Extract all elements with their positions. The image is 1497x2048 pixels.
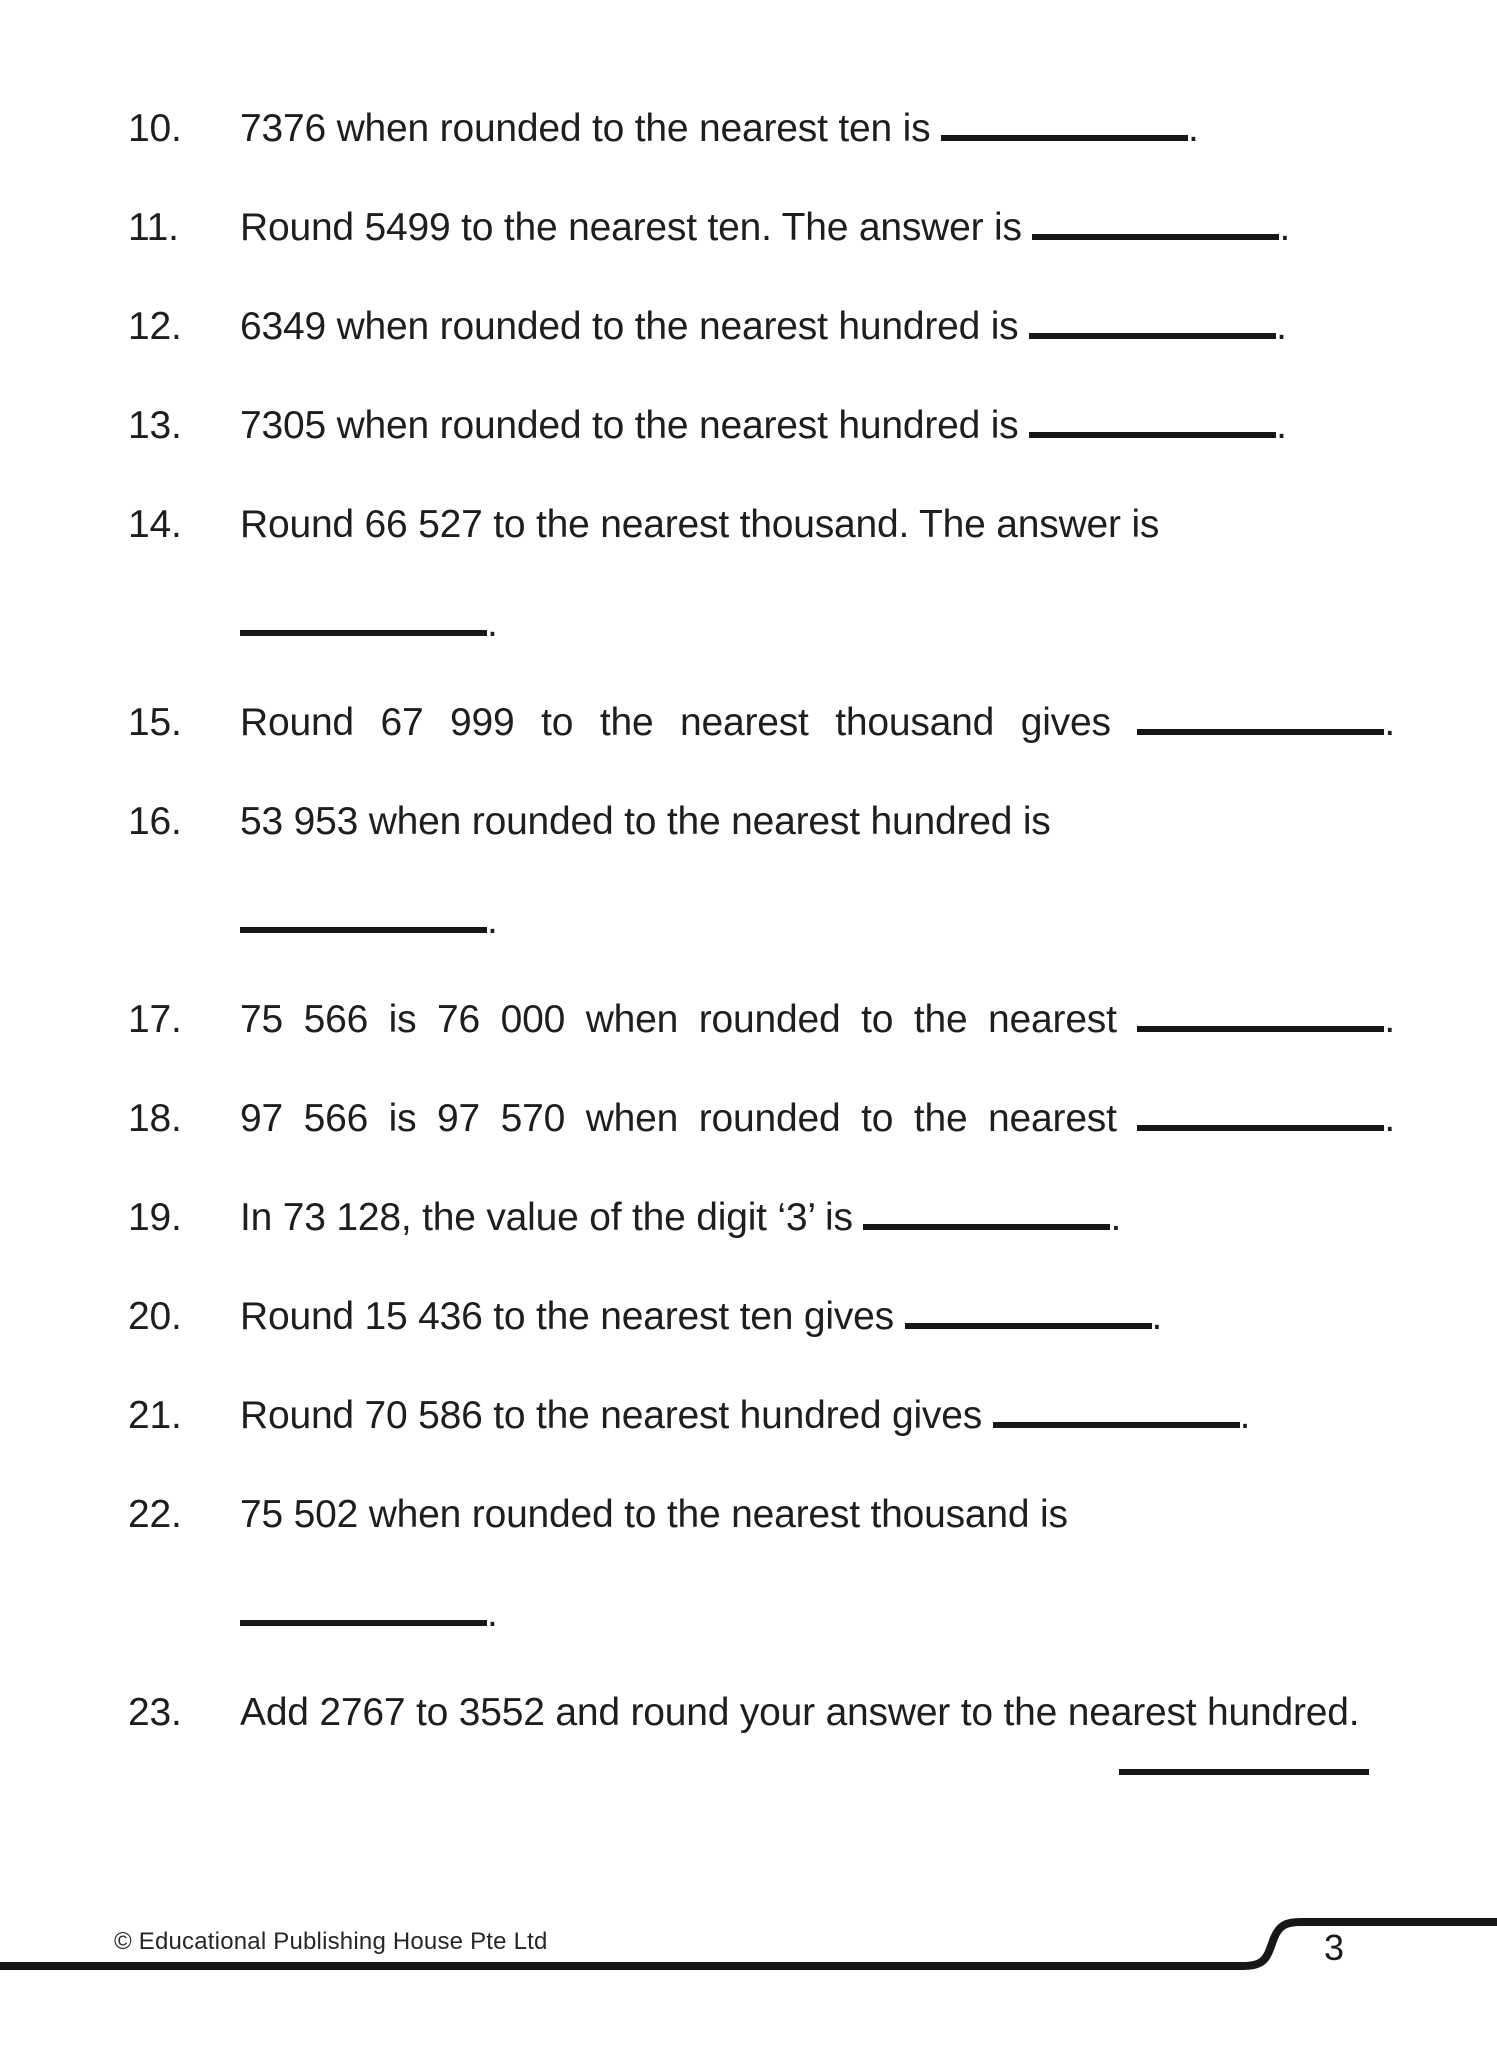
question-row	[128, 995, 1395, 1045]
question-row	[128, 1292, 1395, 1342]
question-suffix: .	[487, 602, 498, 645]
question-row	[128, 104, 1395, 154]
question-suffix: .	[1384, 998, 1396, 1041]
answer-blank[interactable]	[240, 927, 487, 933]
question-body	[240, 1490, 1395, 1639]
question-body	[240, 698, 1395, 748]
footer-copyright: © Educational Publishing House Pte Ltd	[114, 1928, 548, 1955]
question-text: Round 15 436 to the nearest ten gives	[240, 1295, 894, 1338]
question-body	[240, 104, 1395, 154]
answer-blank[interactable]	[1137, 1026, 1384, 1032]
question-suffix: .	[1239, 1394, 1251, 1437]
question-suffix: .	[1384, 1097, 1396, 1140]
question-suffix: .	[1276, 404, 1287, 447]
answer-blank-line	[240, 599, 1395, 649]
answer-blank[interactable]	[905, 1323, 1152, 1329]
question-row	[128, 1688, 1395, 1788]
question-text: Round 5499 to the nearest ten. The answer is	[240, 206, 1022, 249]
question-number: 12.	[128, 305, 182, 348]
question-row	[128, 1193, 1395, 1243]
question-body	[240, 203, 1395, 253]
question-text: 7305 when rounded to the nearest hundred is	[240, 404, 1019, 447]
question-body	[240, 500, 1395, 649]
question-number: 18.	[128, 1097, 182, 1140]
question-body	[240, 1193, 1395, 1243]
answer-blank[interactable]	[240, 630, 487, 636]
question-text: Round 70 586 to the nearest hundred gives	[240, 1394, 983, 1437]
answer-blank-line	[240, 1738, 1395, 1788]
question-text: 7376 when rounded to the nearest ten is	[240, 107, 931, 150]
answer-blank-line	[240, 896, 1395, 946]
question-number: 21.	[128, 1394, 182, 1437]
question-list	[128, 104, 1395, 1837]
page-number: 3	[1323, 1927, 1345, 1968]
question-text: Add 2767 to 3552 and round your answer to the nearest hundred.	[240, 1691, 1360, 1734]
answer-blank[interactable]	[1119, 1769, 1369, 1775]
answer-blank[interactable]	[1029, 333, 1276, 339]
question-suffix: .	[1188, 107, 1199, 150]
question-suffix: .	[1276, 305, 1287, 348]
answer-blank[interactable]	[993, 1422, 1240, 1428]
question-body	[240, 1094, 1395, 1144]
question-row	[128, 698, 1395, 748]
question-number: 23.	[128, 1691, 182, 1734]
question-suffix: .	[1384, 701, 1396, 744]
question-row	[128, 797, 1395, 946]
question-body	[240, 995, 1395, 1045]
answer-blank[interactable]	[1029, 432, 1276, 438]
answer-blank[interactable]	[941, 135, 1188, 141]
question-text: Round 66 527 to the nearest thousand. The answer is	[240, 503, 1160, 546]
question-number: 15.	[128, 701, 182, 744]
question-body	[240, 1391, 1395, 1441]
question-text: In 73 128, the value of the digit ‘3’ is	[240, 1196, 853, 1239]
question-row	[128, 1490, 1395, 1639]
question-body	[240, 797, 1395, 946]
question-number: 11.	[128, 206, 179, 249]
question-number: 20.	[128, 1295, 182, 1338]
question-number: 10.	[128, 107, 182, 150]
question-body	[240, 302, 1395, 352]
question-text: 97 566 is 97 570 when rounded to the nearest	[240, 1097, 1117, 1140]
question-body	[240, 1292, 1395, 1342]
question-suffix: .	[1110, 1196, 1122, 1239]
answer-blank[interactable]	[1137, 1125, 1384, 1131]
question-suffix: .	[1151, 1295, 1163, 1338]
question-body	[240, 401, 1395, 451]
question-number: 16.	[128, 800, 182, 843]
question-text: Round 67 999 to the nearest thousand gives	[240, 701, 1111, 744]
question-text: 75 566 is 76 000 when rounded to the nearest	[240, 998, 1117, 1041]
question-text: 6349 when rounded to the nearest hundred is	[240, 305, 1019, 348]
question-row	[128, 203, 1395, 253]
question-number: 19.	[128, 1196, 182, 1239]
question-row	[128, 401, 1395, 451]
answer-blank[interactable]	[240, 1620, 487, 1626]
question-number: 17.	[128, 998, 182, 1041]
question-body	[240, 1688, 1395, 1788]
question-number: 13.	[128, 404, 182, 447]
answer-blank[interactable]	[1137, 729, 1384, 735]
question-row	[128, 1094, 1395, 1144]
question-row	[128, 500, 1395, 649]
answer-blank[interactable]	[863, 1224, 1110, 1230]
question-suffix: .	[1279, 206, 1291, 249]
answer-blank[interactable]	[1032, 234, 1279, 240]
question-text: 75 502 when rounded to the nearest thousand is	[240, 1493, 1068, 1536]
question-suffix: .	[487, 899, 498, 942]
question-number: 14.	[128, 503, 182, 546]
answer-blank-line	[240, 1589, 1395, 1639]
question-suffix: .	[487, 1592, 498, 1635]
question-row	[128, 302, 1395, 352]
question-number: 22.	[128, 1493, 182, 1536]
question-text: 53 953 when rounded to the nearest hundred is	[240, 800, 1051, 843]
question-row	[128, 1391, 1395, 1441]
